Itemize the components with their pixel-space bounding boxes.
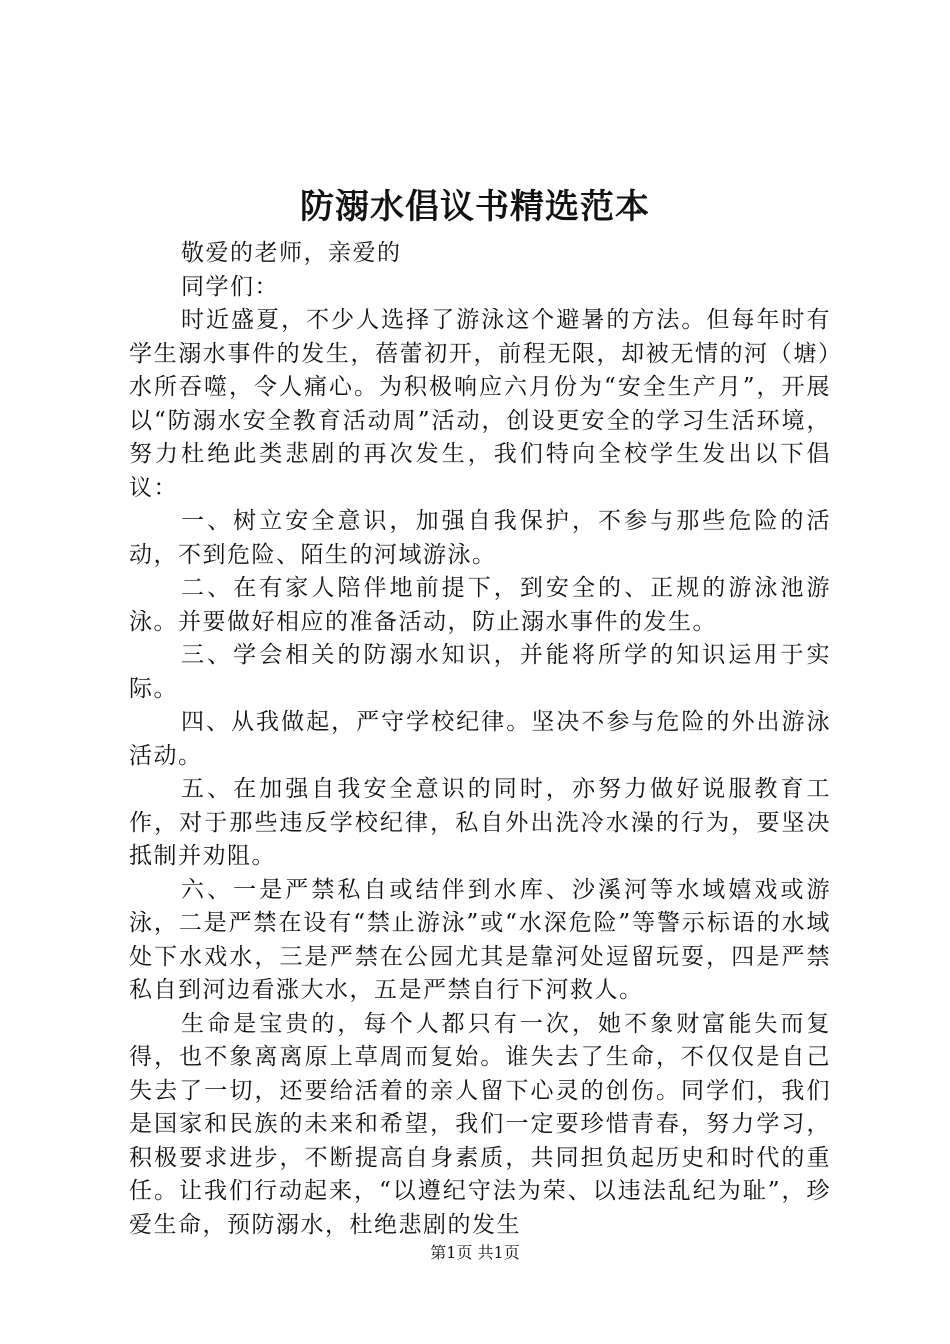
paragraph-item-2: 二、在有家人陪伴地前提下，到安全的、正规的游泳池游泳。并要做好相应的准备活动，防止溺水事件的发生。 [129,575,831,635]
salutation-line-1: 敬爱的老师，亲爱的 [181,240,402,266]
document-body [129,237,831,1242]
paragraph-intro: 时近盛夏，不少人选择了游泳这个避暑的方法。但每年时有学生溺水事件的发生，蓓蕾初开，前程无限，却被无情的河（塘）水所吞噬，令人痛心。为积极响应六月份为“安全生产月”，开展以“防溺水安全教育活动周”活动，创设更安全的学习生活环境，努力杜绝此类悲剧的再次发生，我们特向全校学生发出以下倡议： [129,307,831,501]
salutation-line-2: 同学们： [181,273,279,300]
paragraph-item-4: 四、从我做起，严守学校纪律。坚决不参与危险的外出游泳活动。 [129,709,831,769]
document-title: 防溺水倡议书精选范本 [300,187,650,227]
paragraph-item-1: 一、树立安全意识，加强自我保护，不参与那些危险的活动，不到危险、陌生的河域游泳。 [129,508,831,568]
paragraph-closing: 生命是宝贵的，每个人都只有一次，她不象财富能失而复得，也不象离离原上草周而复始。谁失去了生命，不仅仅是自己失去了一切，还要给活着的亲人留下心灵的创伤。同学们，我们是国家和民族的未来和希望，我们一定要珍惜青春，努力学习，积极要求进步，不断提高自身素质，共同担负起历史和时代的重任。让我们行动起来，“以遵纪守法为荣、以违法乱纪为耻”，珍爱生命，预防溺水，杜绝悲剧的发生 [129,1010,831,1238]
paragraph-item-5: 五、在加强自我安全意识的同时，亦努力做好说服教育工作，对于那些违反学校纪律，私自外出洗冷水澡的行为，要坚决抵制并劝阻。 [129,776,831,869]
paragraph-item-3: 三、学会相关的防溺水知识，并能将所学的知识运用于实际。 [129,642,831,702]
page-footer: 第1页 共1页 [430,1243,520,1262]
paragraph-item-6: 六、一是严禁私自或结伴到水库、沙溪河等水域嬉戏或游泳，二是严禁在设有“禁止游泳”或“水深危险”等警示标语的水域处下水戏水，三是严禁在公园尤其是靠河处逗留玩耍，四是严禁私自到河边看涨大水，五是严禁自行下河救人。 [129,876,831,1003]
